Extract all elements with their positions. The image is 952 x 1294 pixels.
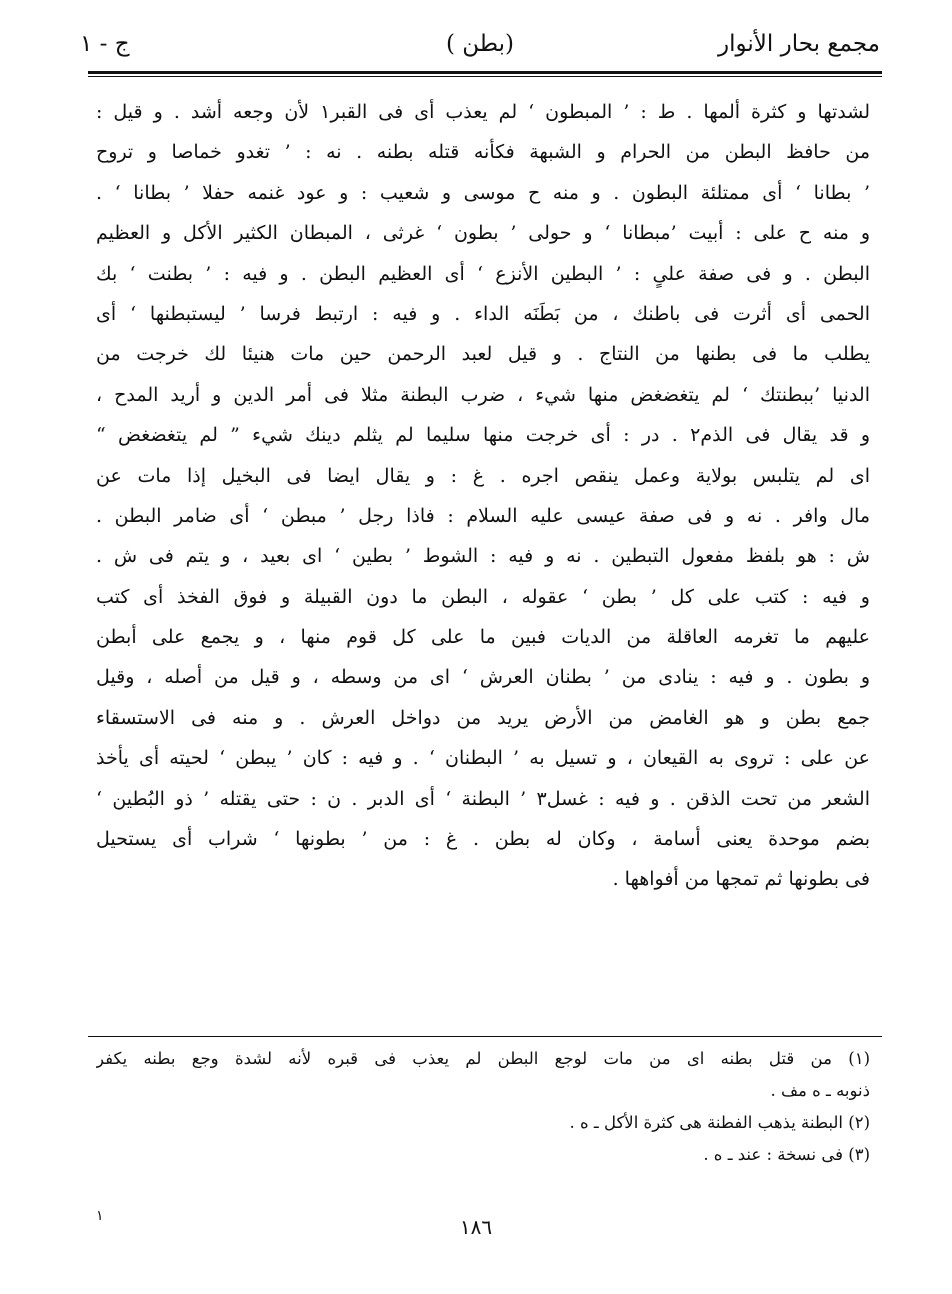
header-rule-thick bbox=[88, 71, 882, 74]
text-line: و فيه : كتب على كل ’ بطن ‘ عقوله ، البطن ما دون القبيلة و فوق الفخذ أى كتب bbox=[96, 585, 870, 608]
book-title: مجمع بحار الأنوار bbox=[718, 31, 880, 57]
text-line: و منه ح على : أبيت ’مبطانا ‘ و حولى ’ بطون ‘ غرثى ، المبطان الكثير الأكل و العظيم bbox=[96, 222, 870, 245]
text-line: الشعر من تحت الذقن . و فيه : غسل٣ ’ البطنة ‘ أى الدبر . ن : حتى يقتله ’ ذو البُطين ‘ bbox=[96, 787, 870, 810]
volume-number: ج - ١ bbox=[80, 31, 130, 57]
header-rule-thin bbox=[88, 76, 882, 77]
text-line: اى لم يتلبس بولاية وعمل ينقص اجره . غ : و يقال ايضا فى البخيل إذا مات عن bbox=[96, 464, 870, 487]
text-line: جمع بطن و هو الغامض من الأرض يريد من دواخل العرش . و منه فى الاستسقاء bbox=[96, 706, 870, 729]
page-number: ١٨٦ bbox=[459, 1215, 493, 1239]
text-line: و بطون . و فيه : ينادى من ’ بطنان العرش ‘ اى من وسطه ، و قيل من أصله ، وقيل bbox=[96, 666, 870, 689]
text-line: بضم موحدة يعنى أسامة ، وكان له بطن . غ : من ’ بطونها ‘ شراب أى يستحيل bbox=[96, 828, 870, 851]
footnote-3: (٣) فى نسخة : عند ـ ه . bbox=[703, 1145, 870, 1164]
text-line: عن على : تروى به القيعان ، و تسيل به ’ البطنان ‘ . و فيه : كان ’ يبطن ‘ لحيته أى يأخذ bbox=[96, 747, 870, 770]
text-line: لشدتها و كثرة ألمها . ط : ’ المبطون ‘ لم يعذب أى فى القبر١ لأن وجعه أشد . و قيل : bbox=[96, 101, 870, 123]
margin-mark: ١ bbox=[96, 1208, 104, 1224]
text-line-last: فى بطونها ثم تمجها من أفواهها . bbox=[612, 868, 870, 891]
text-line: مال وافر . نه و فى صفة عيسى عليه السلام : فاذا رجل ’ مبطن ‘ أى ضامر البطن . bbox=[96, 504, 870, 527]
footnote-1: (١) من قتل بطنه اى من مات لوجع البطن لم يعذب فى قبره لأنه لشدة وجع بطنه يكفر bbox=[96, 1049, 870, 1068]
running-header bbox=[80, 22, 880, 66]
text-line: عليهم ما تغرمه العاقلة من الديات فبين ما على كل قوم منها ، و يجمع على أبطن bbox=[96, 626, 870, 649]
text-line: الدنيا ’ببطنتك ‘ لم يتغضغض منها شيء ، ضرب البطنة مثلا فى أمر الدين و أريد المدح ، bbox=[96, 383, 870, 406]
footnote-separator bbox=[88, 1036, 882, 1037]
text-line: و قد يقال فى الذم٢ . در : أى خرجت منها سليما لم يثلم دينك شيء ” لم يتغضغض “ bbox=[96, 424, 870, 447]
footnote-2: (٢) البطنة يذهب الفطنة هى كثرة الأكل ـ ه . bbox=[569, 1113, 870, 1132]
footnote-1-continued: ذنوبه ـ ه مف . bbox=[770, 1081, 870, 1100]
text-line: ’ بطانا ‘ أى ممتلئة البطون . و منه ح موسى و شعيب : و عود غنمه حفلا ’ بطانا ‘ . bbox=[96, 181, 870, 204]
text-line: الحمى أى أثرت فى باطنك ، من بَطَنَه الداء . و فيه : ارتبط فرسا ’ ليستبطنها ‘ أى bbox=[96, 302, 870, 325]
text-line: يطلب ما فى بطنها من النتاج . و قيل لعبد الرحمن حين مات هنيئا لك خرجت من bbox=[96, 343, 870, 366]
footnotes bbox=[96, 1043, 870, 1171]
text-line: من حافظ البطن من الحرام و الشبهة فكأنه قتله بطنه . نه : ’ تغدو خماصا و تروح bbox=[96, 141, 870, 164]
entry-word: (بطن ) bbox=[445, 31, 515, 57]
text-line: البطن . و فى صفة علىٍ : ’ البطين الأنزع ‘ أى العظيم البطن . و فيه : ’ بطنت ‘ بك bbox=[96, 262, 870, 285]
main-text bbox=[96, 92, 870, 900]
text-line: ش : هو بلفظ مفعول التبطين . نه و فيه : الشوط ’ بطين ‘ اى بعيد ، و يتم فى ش . bbox=[96, 545, 870, 568]
